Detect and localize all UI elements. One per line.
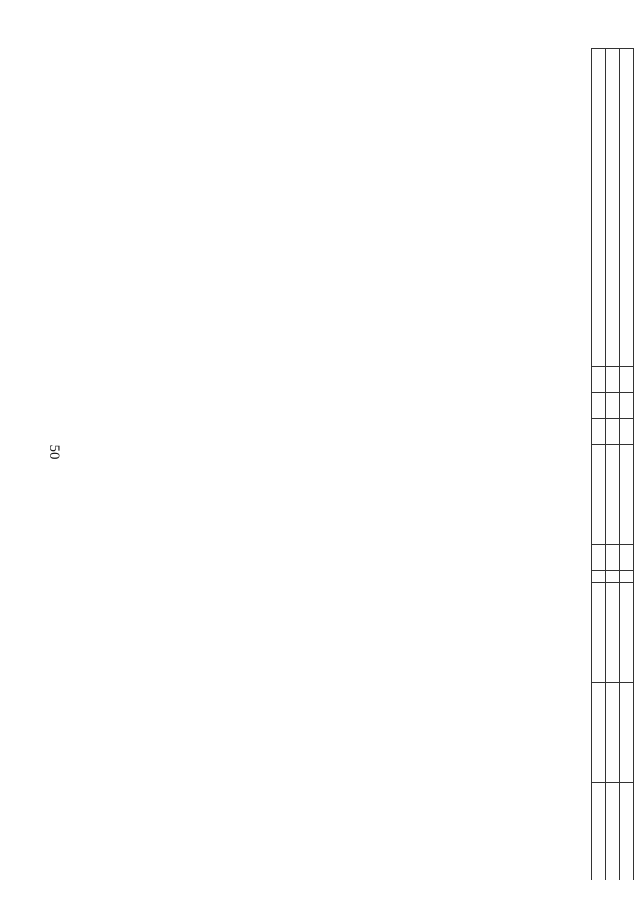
table-row (620, 49, 634, 881)
cell-y1 (606, 583, 620, 683)
cell-rz (606, 393, 620, 419)
cell-sub (620, 571, 634, 583)
cell-pr (620, 419, 634, 445)
cell-grbs (606, 367, 620, 393)
cell-y3 (606, 783, 620, 881)
cell-vr (592, 545, 606, 571)
cell-y3 (620, 783, 634, 881)
cell-y2 (606, 683, 620, 783)
budget-table-sheet (76, 48, 634, 880)
cell-grbs (592, 367, 606, 393)
cell-y2 (620, 683, 634, 783)
cell-csr (620, 445, 634, 545)
cell-rz (620, 393, 634, 419)
cell-vr (620, 545, 634, 571)
cell-csr (592, 445, 606, 545)
rotated-table-wrapper (76, 48, 634, 880)
cell-y2 (592, 683, 606, 783)
cell-name (606, 49, 620, 367)
cell-csr (606, 445, 620, 545)
table-row (592, 49, 606, 881)
cell-name (592, 49, 606, 367)
budget-table (591, 48, 634, 880)
page-number: 50 (46, 444, 62, 460)
cell-sub (592, 571, 606, 583)
cell-name (620, 49, 634, 367)
cell-vr (606, 545, 620, 571)
budget-table-body (592, 49, 634, 881)
cell-grbs (620, 367, 634, 393)
cell-y1 (592, 583, 606, 683)
cell-sub (606, 571, 620, 583)
cell-rz (592, 393, 606, 419)
cell-y1 (620, 583, 634, 683)
table-row (606, 49, 620, 881)
cell-pr (592, 419, 606, 445)
cell-pr (606, 419, 620, 445)
cell-y3 (592, 783, 606, 881)
